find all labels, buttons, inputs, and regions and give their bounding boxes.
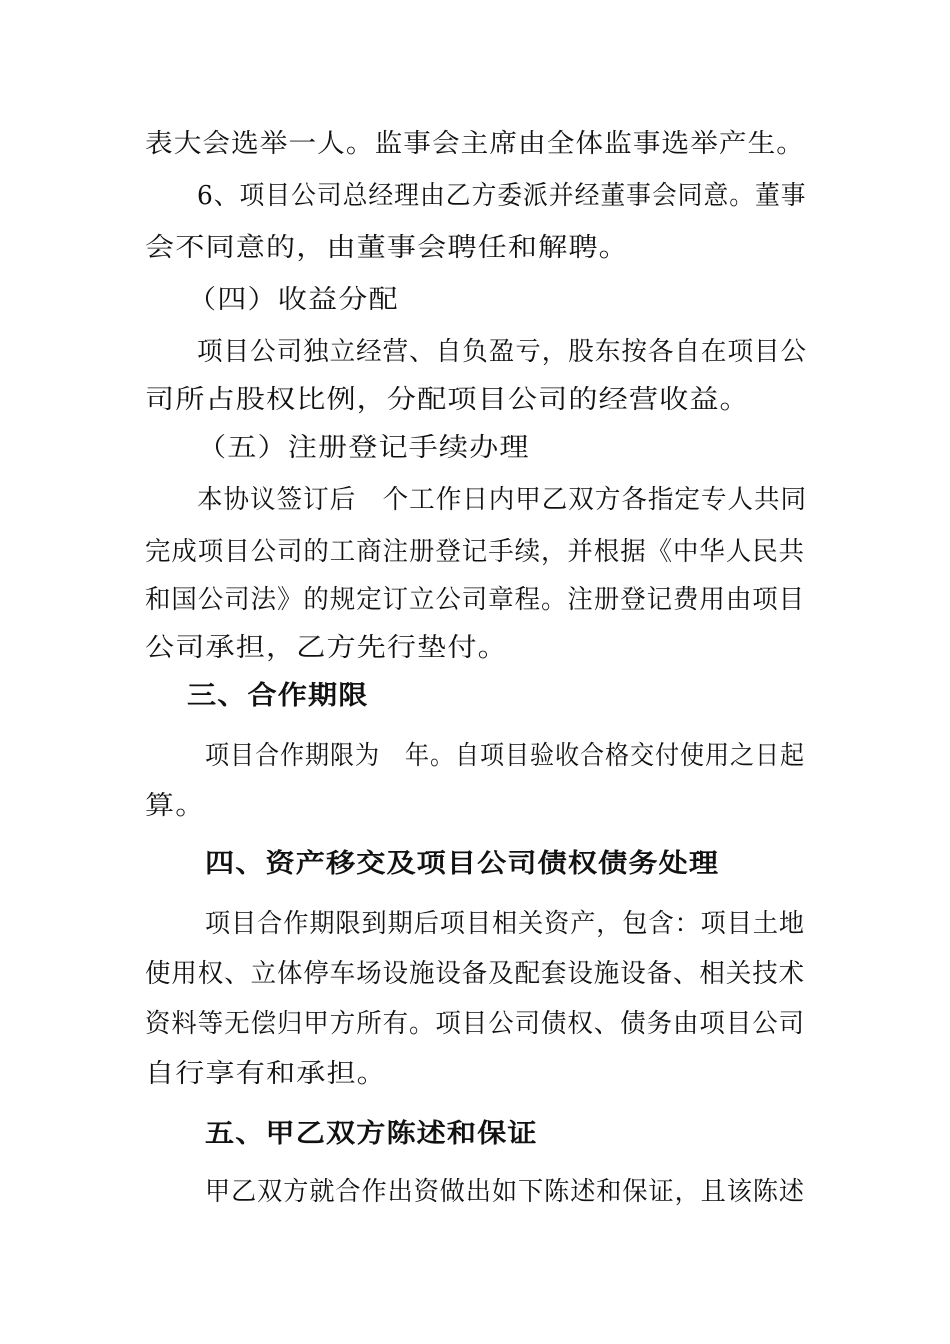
paragraph-line: 甲乙双方就合作出资做出如下陈述和保证，且该陈述: [205, 1177, 806, 1207]
paragraph-line: 会不同意的，由董事会聘任和解聘。: [145, 233, 629, 263]
paragraph-line: 表大会选举一人。监事会主席由全体监事选举产生。: [145, 129, 806, 159]
paragraph-line: 本协议签订后 个工作日内甲乙双方各指定专人共同: [197, 485, 808, 515]
paragraph-line: 项目合作期限到期后项目相关资产，包含：项目土地: [205, 909, 806, 939]
chapter-heading: 四、资产移交及项目公司债权债务处理: [205, 849, 720, 879]
section-heading: （五）注册登记手续办理: [197, 433, 530, 463]
paragraph-line: 使用权、立体停车场设施设备及配套设施设备、相关技术: [145, 959, 806, 989]
paragraph-line: 资料等无偿归甲方所有。项目公司债权、债务由项目公司: [145, 1009, 806, 1039]
paragraph-line: 6、项目公司总经理由乙方委派并经董事会同意。董事: [197, 181, 807, 211]
paragraph-line: 和国公司法》的规定订立公司章程。注册登记费用由项目: [145, 585, 806, 615]
paragraph-line: 项目公司独立经营、自负盈亏，股东按各自在项目公: [197, 337, 808, 367]
paragraph-line: 项目合作期限为 年。自项目验收合格交付使用之日起: [205, 741, 805, 771]
paragraph-line: 完成项目公司的工商注册登记手续，并根据《中华人民共: [145, 537, 806, 567]
paragraph-line: 公司承担，乙方先行垫付。: [145, 633, 508, 663]
chapter-heading: 五、甲乙双方陈述和保证: [205, 1119, 538, 1149]
paragraph-line: 算。: [145, 791, 206, 821]
chapter-heading: 三、合作期限: [187, 681, 369, 711]
paragraph-line: 自行享有和承担。: [145, 1059, 387, 1089]
section-heading: （四）收益分配: [187, 285, 399, 315]
paragraph-line: 司所占股权比例，分配项目公司的经营收益。: [145, 385, 750, 415]
